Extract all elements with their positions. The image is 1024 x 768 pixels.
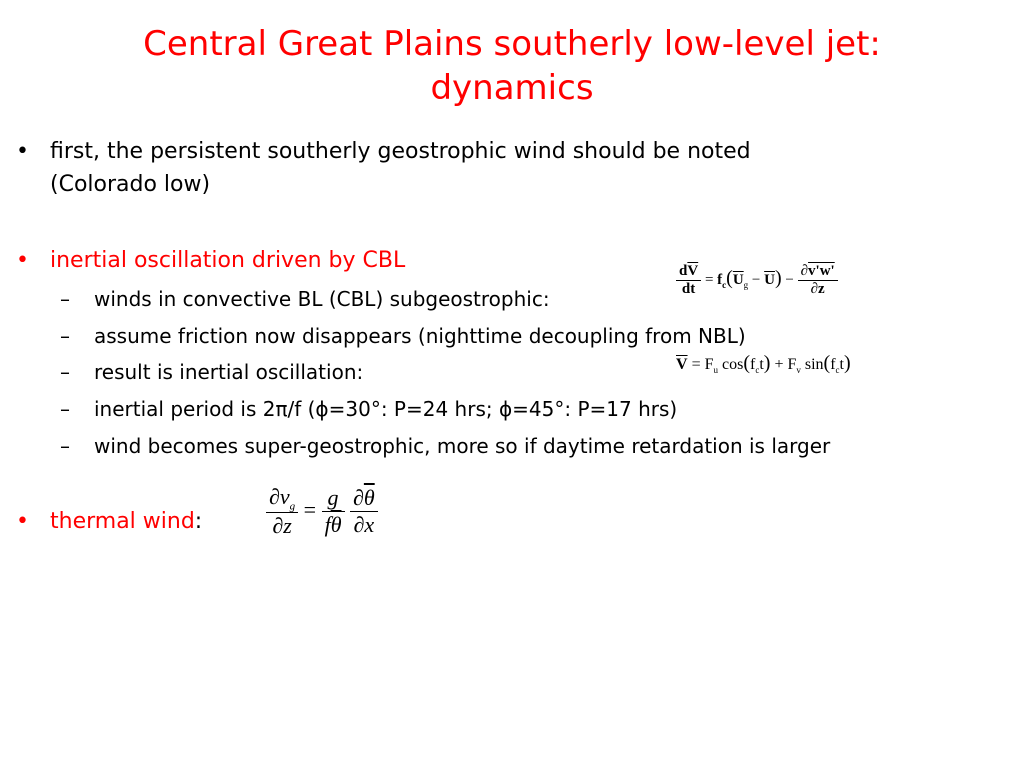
- slide-title: [40, 22, 984, 110]
- dash-marker: –: [60, 287, 70, 311]
- thermal-wind-label: thermal wind: [50, 509, 195, 534]
- title-line-2: dynamics: [430, 68, 594, 108]
- bullet-marker: •: [16, 139, 29, 164]
- bullet-text-line-2: (Colorado low): [50, 172, 211, 197]
- bullet-text: [50, 506, 202, 538]
- title-line-1: Central Great Plains southerly low-level jet:: [143, 24, 881, 64]
- dash-marker: –: [60, 324, 70, 348]
- thermal-wind-colon: :: [194, 509, 203, 534]
- dash-marker: –: [60, 397, 70, 421]
- bullet-text-line-1: first, the persistent southerly geostrophic wind should be noted: [50, 139, 751, 164]
- sub-item-text: inertial period is 2π/f (ϕ=30°: P=24 hrs; ϕ=45°: P=17 hrs): [94, 397, 678, 421]
- dash-marker: –: [60, 360, 70, 384]
- dash-marker: –: [60, 434, 70, 458]
- inertial-oscillation-equation: $\overline{V} = F_u$ $\cos(f_ct) + F_v$ $\sin(f_ct)$: [676, 352, 851, 376]
- bullet-text: inertial oscillation driven by CBL: [50, 248, 406, 273]
- sub-item-text: result is inertial oscillation:: [94, 360, 364, 384]
- cbl-momentum-equation: $\frac{d\overline{V}}{dt}$ = $f_c(\overline{U}_g - \overline{U})$ − $\frac{\partial v'w'}{\partial z}$: [676, 263, 838, 298]
- thermal-wind-equation: $\frac{\partial v_g}{\partial z}$ = $\frac{g}{f\overline{\theta}}$ $\frac{\partial\overline{\theta}}{\partial x}$: [266, 484, 378, 539]
- sub-item-text: winds in convective BL (CBL) subgeostrophic:: [94, 287, 550, 311]
- bullet-marker: •: [16, 248, 29, 273]
- sub-item-text: wind becomes super-geostrophic, more so if daytime retardation is larger: [94, 434, 831, 458]
- sub-item-text: assume friction now disappears (nighttime decoupling from NBL): [94, 324, 746, 348]
- bullet-marker: •: [16, 509, 29, 534]
